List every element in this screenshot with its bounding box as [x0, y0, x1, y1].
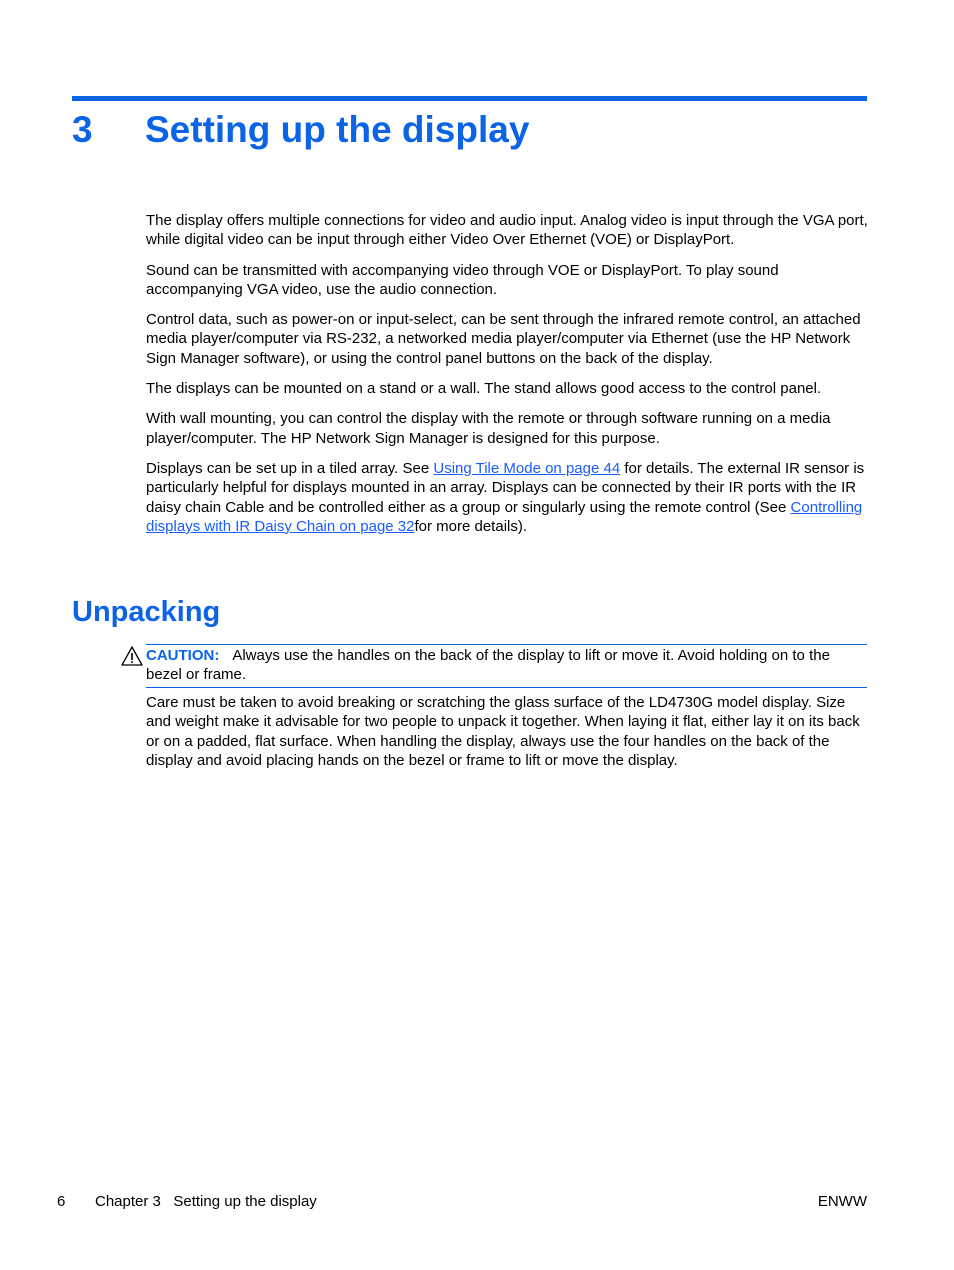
ir-daisy-chain-link[interactable]: Controlling displays with IR Daisy Chain on page 32: [146, 498, 863, 535]
chapter-title: [72, 106, 529, 154]
tiled-text-2: for details. The external IR sensor is particularly helpful for displays mounted in an array. Displays can be connected by their IR ports with the IR daisy chain Cable and be controlled either as a group or singularly using the remote control (See: [146, 459, 865, 516]
tiled-array-paragraph: [146, 459, 868, 536]
unpacking-body: [146, 693, 868, 781]
tile-mode-link[interactable]: Using Tile Mode on page 44: [433, 459, 621, 477]
footer-enww: ENWW: [817, 1193, 867, 1210]
chapter-top-rule: [72, 96, 867, 101]
intro-paragraph: Sound can be transmitted with accompanying video through VOE or DisplayPort. To play sound accompanying VGA video, use the audio connection.: [146, 261, 779, 298]
intro-paragraph: The display offers multiple connections for video and audio input. Analog video is input through the VGA port, while digital video can be input through either Video Over Ethernet (VOE) or DisplayPort.: [146, 212, 868, 249]
intro-body: [146, 211, 868, 547]
chapter-title-text: Setting up the display: [145, 109, 530, 150]
intro-paragraph: Control data, such as power-on or input-select, can be sent through the infrared remote control, an attached media player/computer via RS-232, a networked media player/computer via Ethernet (use the HP Network Sign Manager software), or using the control panel buttons on the back of the display.: [146, 311, 861, 367]
caution-label: CAUTION:: [146, 647, 220, 664]
footer-chapter-label: Chapter 3 Setting up the display: [95, 1193, 317, 1210]
tiled-text-3: for more details).: [414, 517, 528, 535]
tiled-text-1: Displays can be set up in a tiled array. See: [146, 459, 434, 477]
intro-paragraph: The displays can be mounted on a stand or a wall. The stand allows good access to the control panel.: [146, 380, 822, 398]
page-footer: [57, 1192, 867, 1212]
caution-text: Always use the handles on the back of the display to lift or move it. Avoid holding on to the bezel or frame.: [146, 647, 830, 684]
unpacking-paragraph: Care must be taken to avoid breaking or scratching the glass surface of the LD4730G model display. Size and weight make it advisable for two people to unpack it together. When laying it flat, either lay it on its back or on a padded, flat surface. When handling the display, always use the four handles on the back of the display and avoid placing hands on the bezel or frame to lift or move the display.: [146, 694, 860, 769]
chapter-number: 3: [72, 109, 93, 150]
caution-box: [146, 644, 867, 688]
warning-triangle-icon: [121, 646, 143, 666]
section-heading-unpacking: Unpacking: [72, 596, 221, 628]
page-number: 6: [57, 1193, 66, 1210]
intro-paragraph: With wall mounting, you can control the display with the remote or through software running on a media player/computer. The HP Network Sign Manager is designed for this purpose.: [146, 410, 831, 447]
